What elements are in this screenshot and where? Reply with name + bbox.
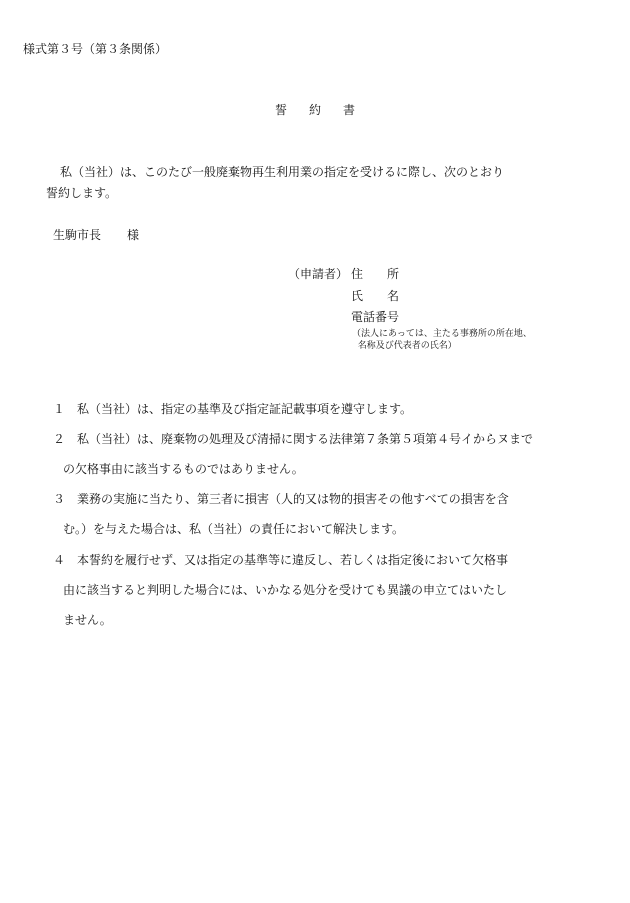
clause-4-line-3: ません。 [63,613,112,627]
clause-3-number: ３ [53,492,66,506]
intro-line-1: 私（当社）は、このたび一般廃棄物再生利用業の指定を受けるに際し、次のとおり [60,165,505,179]
clause-3-line-1: 業務の実施に当たり、第三者に損害（人的又は物的損害その他すべての損害を含 [77,492,509,506]
clause-1-line-1: 私（当社）は、指定の基準及び指定証記載事項を遵守します。 [77,402,413,416]
intro-line-2: 誓約します。 [46,186,118,200]
applicant-label: （申請者） [288,267,349,281]
clause-4-number: ４ [53,553,66,567]
clause-2-line-1: 私（当社）は、廃棄物の処理及び清掃に関する法律第７条第５項第４号イからヌまで [77,432,534,446]
phone-label: 電話番号 [351,310,400,324]
clause-3-line-2: む。）を与えた場合は、私（当社）の責任において解決します。 [63,522,405,536]
clause-1-number: １ [53,402,66,416]
document-title: 誓約書 [274,103,377,117]
applicant-note-line-1: （法人にあっては、主たる事務所の所在地、 [352,329,532,339]
address-label: 住所 [351,267,424,281]
name-label: 氏名 [351,289,424,303]
applicant-note [352,328,532,352]
clause-4-line-1: 本誓約を履行せず、又は指定の基準等に違反し、若しくは指定後において欠格事 [77,553,509,567]
addressee-honorific: 様 [127,228,140,242]
addressee [53,229,139,241]
clause-4-line-2: 由に該当すると判明した場合には、いかなる処分を受けても異議の申立てはいたし [63,583,508,597]
form-number: 様式第３号（第３条関係） [23,42,168,56]
clause-2-line-2: の欠格事由に該当するものではありません。 [63,462,304,476]
clause-2-number: ２ [53,432,66,446]
addressee-name: 生駒市長 [53,228,102,242]
applicant-note-line-2: 名称及び代表者の氏名） [352,341,457,351]
